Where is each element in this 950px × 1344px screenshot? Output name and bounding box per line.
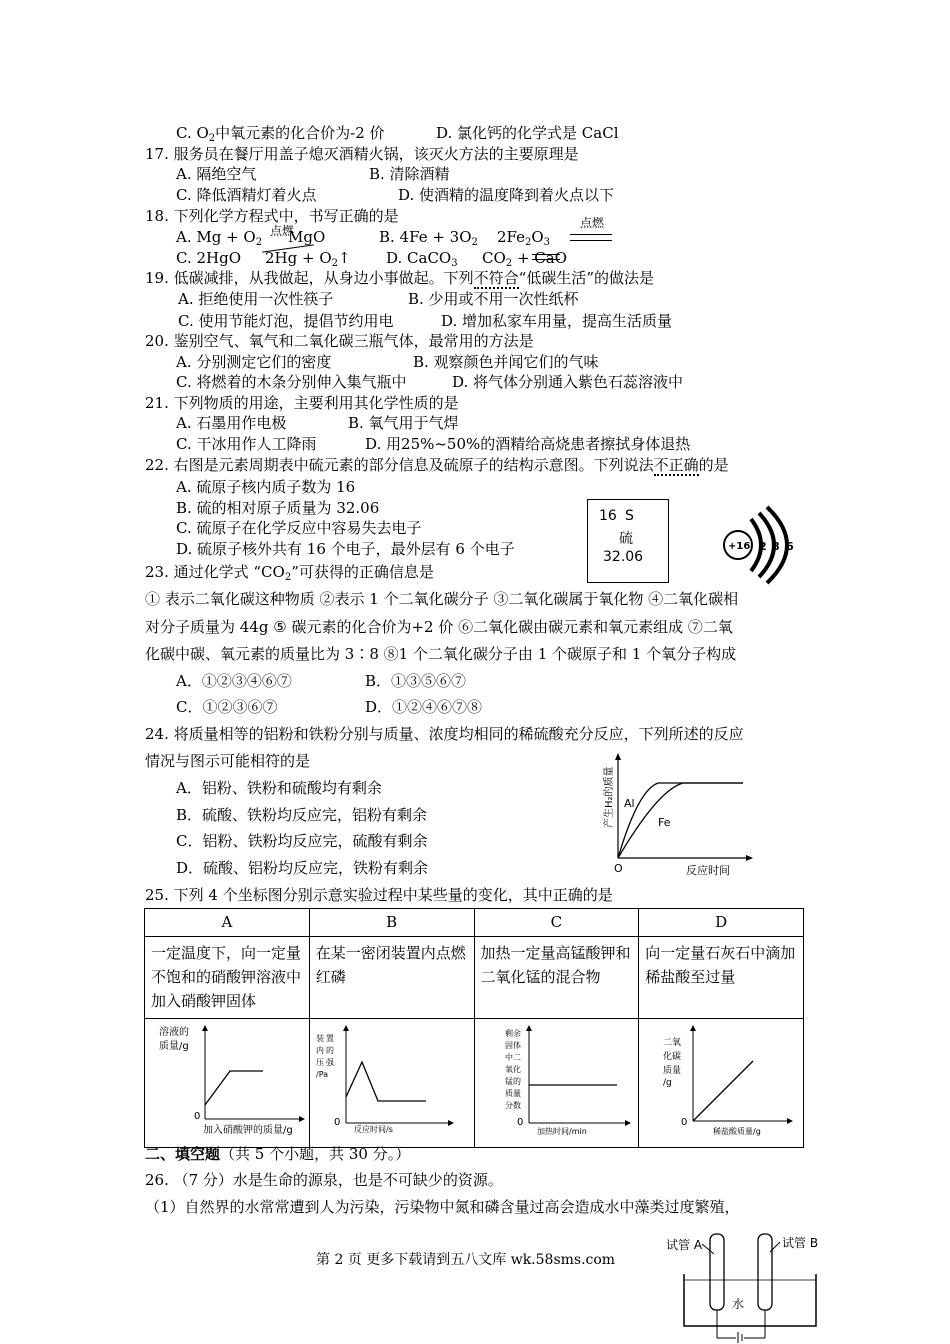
header-d: D [639, 909, 804, 937]
option-d-18-product: $CO_2$ + CaO [482, 249, 567, 269]
graph-a-xlabel: 加入硝酸钾的质量/g [203, 1125, 293, 1136]
graph-cell-d [639, 1019, 804, 1148]
desc-d: 向一定量石灰石中滴加稀盐酸至过量 [639, 937, 804, 1019]
question-21: 21. 下列物质的用途，主要利用其化学性质的是 [145, 394, 459, 412]
option-d-17: D. 使酒精的温度降到着火点以下 [398, 186, 615, 204]
atom-structure-diagram [715, 505, 815, 585]
graph-b-ylabel-4: 的 [325, 1046, 334, 1055]
desc-b: 在某一密闭装置内点燃红磷 [309, 937, 474, 1019]
option-b-22: B. 硫的相对原子质量为 32.06 [176, 499, 380, 517]
option-a-20: A. 分别测定它们的密度 [176, 353, 332, 371]
graph-d-xlabel: 稀盐酸质量/g [713, 1127, 762, 1136]
series-al-line [618, 783, 743, 858]
option-d-22: D. 硫原子核外共有 16 个电子，最外层有 6 个电子 [176, 540, 515, 558]
option-a-22: A. 硫原子核内质子数为 16 [176, 478, 356, 496]
desc-c: 加热一定量高锰酸钾和二氧化锰的混合物 [474, 937, 639, 1019]
graph-c-ylabel-3: 中二 [504, 1053, 521, 1062]
option-d-20: D. 将气体分别通入紫色石蕊溶液中 [452, 373, 684, 391]
q23-statement-3: 化碳中碳、氧元素的质量比为 3∶8 ⑧1 个二氧化碳分子由 1 个碳原子和 1 个氧分子构成 [145, 645, 737, 663]
graph-a-y-arrow [202, 1025, 208, 1031]
option-b-24: B．硫酸、铁粉均反应完，铝粉有剩余 [176, 806, 428, 824]
graph-b-ylabel-3: 内 [315, 1046, 324, 1055]
graph-b-ylabel-5: 压 [315, 1058, 324, 1067]
element-name: 硫 [619, 531, 633, 547]
atomic-number: 16 [599, 508, 617, 524]
page-footer: 第 2 页 更多下载请到五八文库 wk.58sms.com [316, 1252, 616, 1268]
section-2-title: 二、填空题（共 5 个小题，共 30 分。） [145, 1145, 411, 1163]
graph-cell-b [309, 1019, 474, 1148]
option-a-19: A. 拒绝使用一次性筷子 [178, 290, 334, 308]
question-23: 23. 通过化学式 “$CO_2$”可获得的正确信息是 [145, 563, 434, 583]
question-18: 18. 下列化学方程式中，书写正确的是 [145, 207, 399, 225]
graph-c-x-arrow [625, 1120, 631, 1126]
question-19: 19. 低碳减排，从我做起，从身边小事做起。下列不符合“低碳生活”的做法是 [145, 269, 654, 287]
option-b-19: B. 少用或不用一次性纸杯 [408, 290, 579, 308]
option-a-23: A．①②③④⑥⑦ [176, 672, 292, 690]
option-c-24: C．铝粉、铁粉均反应完，硫酸有剩余 [176, 832, 428, 850]
option-b-23: B．①③⑤⑥⑦ [365, 672, 467, 690]
desc-a: 一定温度下，向一定量不饱和的硝酸钾溶液中加入硝酸钾固体 [145, 937, 310, 1019]
y-axis-label: 产生H₂的质量 [604, 766, 615, 828]
graph-c-ylabel-1: 剩余 [504, 1029, 521, 1038]
origin-label: O [614, 862, 623, 875]
graph-a-origin: 0 [194, 1111, 201, 1122]
graph-c-ylabel-4: 氧化 [504, 1065, 521, 1074]
test-tube-b [758, 1234, 772, 1310]
equals-sign [570, 234, 612, 241]
option-b-18: B. $4Fe + 3O_2$ $2Fe_2O_3$ [379, 228, 551, 248]
option-b-20: B. 观察颜色并闻它们的气味 [413, 353, 599, 371]
graph-c-ylabel-2: 固体 [504, 1041, 521, 1050]
y-axis-arrow [615, 753, 621, 760]
graph-b-xlabel: 反应时间/s [353, 1125, 393, 1134]
graph-b-ylabel-2: 置 [325, 1034, 334, 1043]
option-c-18: C. 2HgO [176, 249, 242, 267]
graph-b-ylabel-1: 装 [315, 1034, 324, 1043]
tube-b-label: 试管 B [782, 1236, 819, 1250]
option-d-23: D．①②④⑥⑦⑧ [365, 698, 483, 716]
graph-d [639, 1019, 803, 1143]
series-al-label: Al [624, 797, 635, 810]
graph-d-x-arrow [787, 1118, 793, 1124]
option-b-17: B. 清除酒精 [369, 165, 450, 183]
graph-c-ylabel-6: 质量 [504, 1089, 521, 1098]
option-a-21: A. 石墨用作电极 [176, 414, 287, 432]
header-b: B [309, 909, 474, 937]
graph-c-y-arrow [526, 1025, 532, 1031]
graph-b [310, 1019, 474, 1143]
option-a-24: A．铝粉、铁粉和硫酸均有剩余 [176, 779, 382, 797]
option-a-17: A. 隔绝空气 [176, 165, 257, 183]
graph-d-ylabel-4: /g [663, 1078, 672, 1088]
atomic-mass: 32.06 [603, 549, 644, 565]
graph-c-xlabel: 加热时间/min [536, 1127, 587, 1136]
element-symbol: S [625, 508, 634, 524]
graph-cell-c [474, 1019, 639, 1148]
graph-c-origin: 0 [516, 1117, 523, 1128]
shell-count-2: 8 [772, 540, 780, 553]
header-a: A [145, 909, 310, 937]
series-fe-label: Fe [658, 816, 671, 829]
graph-a-line [205, 1071, 263, 1105]
graph-d-ylabel-3: 质量 [663, 1066, 682, 1076]
question-26-sub1: （1）自然界的水常常遭到人为污染，污染物中氮和磷含量过高会造成水中藻类过度繁殖， [145, 1198, 740, 1216]
option-c-19: C. 使用节能灯泡，提倡节约用电 [178, 312, 394, 330]
question-24: 24. 将质量相等的铝粉和铁粉分别与质量、浓度均相同的稀硫酸充分反应，下列所述的反应 [145, 725, 744, 743]
option-c-21: C. 干冰用作人工降雨 [176, 435, 317, 453]
option-c-20: C. 将燃着的木条分别伸入集气瓶中 [176, 373, 407, 391]
question-20: 20. 鉴别空气、氧气和二氧化碳三瓶气体，最常用的方法是 [145, 332, 534, 350]
condition-label-2: 点燃 [580, 216, 605, 230]
q25-table [144, 908, 804, 1148]
option-d-18: D. CaCO$_3$ [386, 249, 458, 269]
option-c-22: C. 硫原子在化学反应中容易失去电子 [176, 519, 422, 537]
shell-count-1: 2 [759, 540, 767, 553]
graph-a-ylabel-2: 质量/g [159, 1041, 189, 1052]
graph-d-origin: 0 [681, 1117, 688, 1128]
graph-b-line [346, 1062, 426, 1101]
option-d-21: D. 用25%~50%的酒精给高烧患者擦拭身体退热 [365, 435, 691, 453]
option-c-16: C. $O_2$中氧元素的化合价为-2 价 [176, 124, 385, 144]
chart-h2-mass [598, 750, 758, 878]
question-17: 17. 服务员在餐厅用盖子熄灭酒精火锅，该灭火方法的主要原理是 [145, 145, 579, 163]
question-26: 26. （7 分）水是生命的源泉，也是不可缺少的资源。 [145, 1171, 503, 1189]
beaker [684, 1274, 816, 1326]
tube-a-label: 试管 A [666, 1238, 703, 1252]
test-tube-a [710, 1234, 724, 1310]
option-c-18-product: $2Hg + O_2↑$ [265, 249, 351, 269]
graph-c-ylabel-7: 分数 [504, 1101, 521, 1110]
x-axis-label: 反应时间 [686, 864, 730, 877]
option-d-16: D. 氯化钙的化学式是 CaCl [436, 124, 619, 142]
element-card [587, 499, 669, 583]
graph-d-ylabel-1: 二氧 [663, 1038, 682, 1048]
option-d-24: D．硫酸、铝粉均反应完，铁粉有剩余 [176, 859, 429, 877]
graph-b-x-arrow [448, 1120, 454, 1126]
option-c-23: C．①②③⑥⑦ [176, 698, 278, 716]
option-c-17: C. 降低酒精灯着火点 [176, 186, 317, 204]
graph-b-origin: 0 [333, 1117, 341, 1128]
graph-a-ylabel-1: 溶液的 [159, 1027, 189, 1038]
shell-count-3: 6 [786, 540, 794, 553]
option-b-21: B. 氧气用于气焊 [348, 414, 459, 432]
x-axis-arrow [746, 855, 753, 861]
graph-a [145, 1019, 309, 1143]
water-label: 水 [732, 1297, 745, 1311]
option-a-18: A. $Mg + O_2$ [176, 228, 263, 248]
graph-d-line [693, 1061, 753, 1121]
graph-c [475, 1019, 639, 1143]
question-24-cont: 情况与图示可能相符的是 [145, 752, 311, 770]
nucleus-charge: +16 [728, 541, 751, 552]
tube-a-pointer [702, 1244, 714, 1254]
header-c: C [474, 909, 639, 937]
graph-c-ylabel-5: 锰的 [504, 1077, 521, 1086]
graph-a-x-arrow [299, 1116, 305, 1122]
graph-b-y-arrow [343, 1025, 349, 1031]
graph-b-ylabel-7: /Pa [315, 1070, 328, 1079]
question-22: 22. 右图是元素周期表中硫元素的部分信息及硫原子的结构示意图。下列说法不正确的是 [145, 456, 729, 474]
series-fe-line [618, 783, 743, 858]
option-d-19: D. 增加私家车用量，提高生活质量 [441, 312, 673, 330]
question-25: 25. 下列 4 个坐标图分别示意实验过程中某些量的变化，其中正确的是 [145, 886, 613, 904]
graph-d-y-arrow [690, 1025, 696, 1031]
option-a-18-product: MgO [288, 228, 326, 246]
q23-statement-1: ① 表示二氧化碳这种物质 ②表示 1 个二氧化碳分子 ③二氧化碳属于氧化物 ④二氧化碳相 [145, 590, 739, 608]
q23-statement-2: 对分子质量为 44g ⑤ 碳元素的化合价为+2 价 ⑥二氧化碳由碳元素和氧元素组成 ⑦二氧 [145, 618, 733, 636]
equals-sign-2 [532, 254, 560, 260]
condition-label: 点燃 [270, 224, 295, 238]
graph-cell-a [145, 1019, 310, 1148]
electrolysis-apparatus [662, 1226, 838, 1344]
graph-d-ylabel-2: 化碳 [663, 1052, 682, 1062]
graph-b-ylabel-6: 强 [325, 1058, 334, 1067]
